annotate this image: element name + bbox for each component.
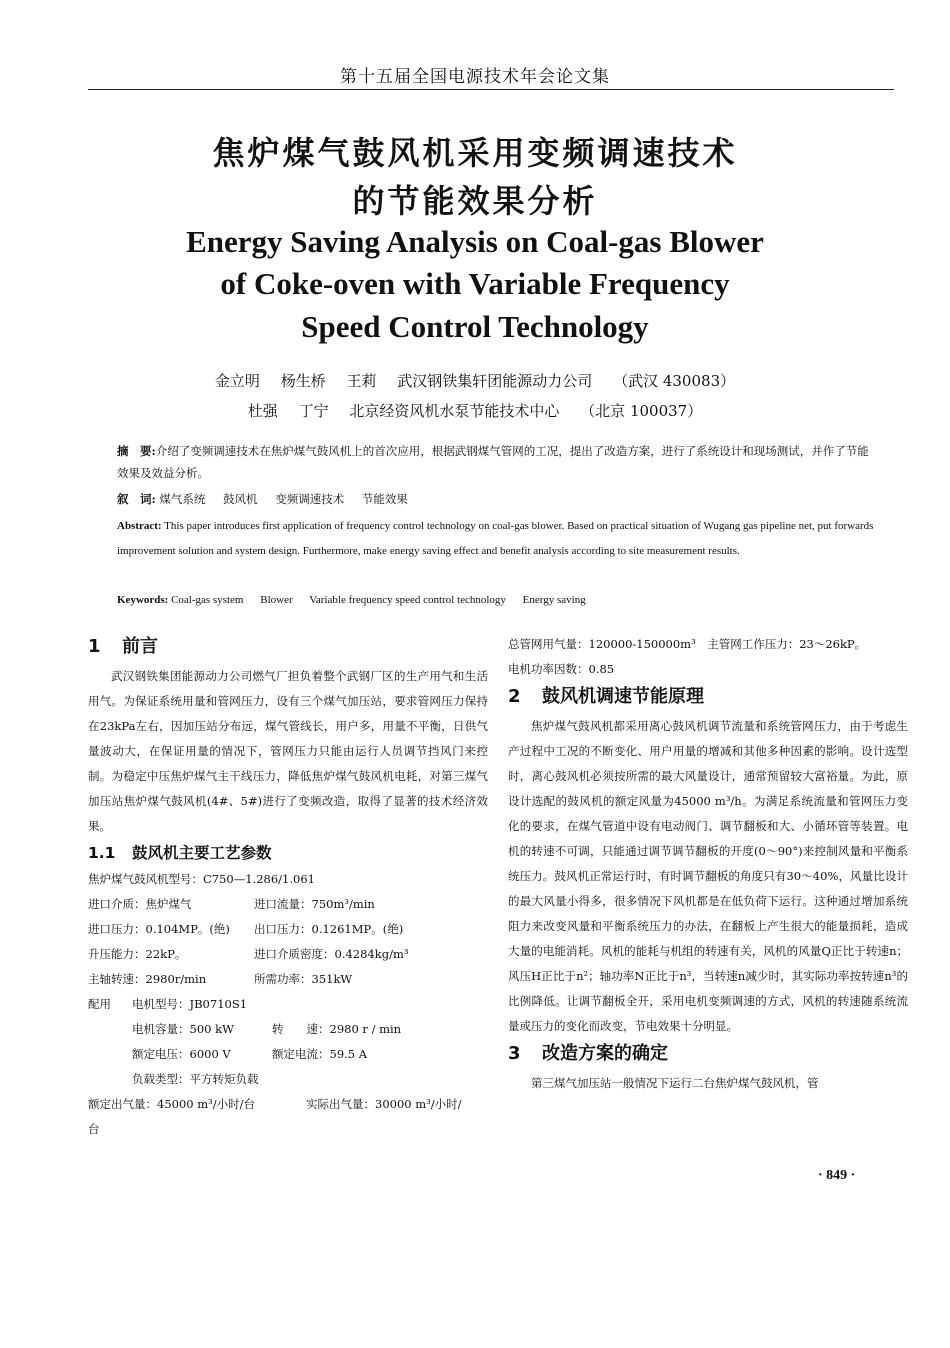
keywords-zh-label: 叙 词: [117, 492, 156, 506]
param-cell: 进口介质：焦炉煤气 [88, 897, 192, 911]
load-type: 负载类型：平方转矩负载 [132, 1072, 259, 1086]
section-1-heading [88, 632, 488, 662]
motor-row [88, 1042, 488, 1067]
param-cell: 出口压力：0.1261MP。(绝) [254, 922, 404, 936]
motor-label: 配用 [88, 997, 111, 1011]
chinese-title-line-2: 的节能效果分析 [352, 182, 598, 220]
param-cell: 额定电流：59.5 A [272, 1047, 368, 1061]
keyword: Blower [260, 594, 293, 606]
motor-row [88, 1017, 488, 1042]
author-line-2 [0, 400, 950, 421]
section-number: 2 [508, 686, 521, 707]
keyword: Coal-gas system [171, 594, 244, 606]
english-title-line-3: Speed Control Technology [301, 309, 649, 344]
chinese-title-line-1: 焦炉煤气鼓风机采用变频调速技术 [212, 134, 738, 172]
right-column [508, 632, 908, 1096]
section-title: 改造方案的确定 [542, 1043, 668, 1064]
section-1-paragraph: 武汉钢铁集团能源动力公司燃气厂担负着整个武钢厂区的生产用气和生活用气。为保证系统用量和管网压力，设有三个煤气加压站，要求管网压力保持在23kPa左右，因加压站分布远，煤气管线长，用户多，用量不平衡，日供气量波动大，在保证用量的情况下，管网压力只能由运行人员调节挡风门来控制。为稳定中压焦炉煤气主干线压力，降低焦炉煤气鼓风机电耗，对第三煤气加压站焦炉煤气鼓风机(4#、5#)进行了变频改造，取得了显著的技术经济效果。 [88, 669, 488, 833]
keywords-en-label: Keywords: [117, 594, 169, 606]
abstract-en-label: Abstract: [117, 520, 162, 532]
author-address: （北京 100037） [580, 402, 703, 420]
author-affiliation: 武汉钢铁集轩团能源动力公司 [397, 372, 593, 390]
power-factor: 电机功率因数：0.85 [508, 662, 615, 676]
section-3-heading [508, 1039, 908, 1069]
output-row [88, 1092, 488, 1117]
param-row [88, 917, 488, 942]
section-title: 鼓风机主要工艺参数 [132, 844, 272, 862]
rated-output: 额定出气量：45000 m³/小时/台 [88, 1097, 256, 1111]
abstract-zh-label: 摘 要: [117, 444, 156, 458]
author-name: 金立明 [214, 372, 260, 390]
keyword: 煤气系统 [159, 492, 206, 506]
author-name: 王莉 [346, 372, 377, 390]
param-row [88, 942, 488, 967]
section-1-1-heading [88, 839, 488, 867]
section-2-heading [508, 682, 908, 712]
section-number: 1 [88, 636, 101, 657]
actual-output: 实际出气量：30000 m³/小时/ [306, 1097, 462, 1111]
keywords-zh [117, 488, 875, 510]
abstract-zh-text: 介绍了变频调速技术在焦炉煤气鼓风机上的首次应用，根据武钢煤气管网的工况，提出了改造方案，进行了系统设计和现场测试，并作了节能效果及效益分析。 [117, 444, 869, 480]
keywords-en [117, 588, 875, 613]
section-3-paragraph: 第三煤气加压站一般情况下运行二台焦炉煤气鼓风机，管 [531, 1076, 819, 1090]
author-affiliation: 北京经资风机水泵节能技术中心 [349, 402, 560, 420]
left-column [88, 632, 488, 1142]
section-number: 1.1 [88, 844, 116, 862]
section-number: 3 [508, 1043, 521, 1064]
abstract-zh [117, 440, 875, 484]
keyword: 变频调速技术 [275, 492, 345, 506]
param-cell: 升压能力：22kP。 [88, 947, 187, 961]
keyword: Variable frequency speed control technology [309, 594, 506, 606]
author-address: （武汉 430083） [613, 372, 736, 390]
section-2-paragraph: 焦炉煤气鼓风机都采用离心鼓风机调节流量和系统管网压力，由于考虑生产过程中工况的不断变化、用户用量的增减和其他多种因素的影响。设计选型时，离心鼓风机必须按所需的最大风量设计，通常预留较大富裕量。为此，原设计选配的鼓风机的额定风量为45000 m³/h。为满足系统流量和管网压力变化的要求，在煤气管道中设有电动阀门、调节翻板和大、小循环管等装置。电机的转速不可调，只能通过调节调节翻板的开度(0～90°)来控制风量和平衡系统压力。鼓风机正常运行时，有时调节翻板的角度只有30～40%，风量比设计的最大风量小得多，很多情况下风机都是在低负荷下运行。这种通过增加系统阻力来改变风量和平衡系统压力的办法，在翻板上产生很大的能量损耗，造成大量的电能消耗。风机的能耗与机组的转速有关，风机的风量Q正比于转速n；风压H正比于n²；轴功率N正比于n³，当转速n减少时，其实际功率按转速n³的比例降低。让调节翻板全开，采用电机变频调速的方式，风机的转速随系统流量或压力的变化而改变，节电效果十分明显。 [508, 719, 908, 1033]
header-rule [88, 89, 894, 90]
keyword: Energy saving [522, 594, 586, 606]
blower-model: 焦炉煤气鼓风机型号：C750—1.286/1.061 [88, 872, 315, 886]
param-cell: 所需功率：351kW [254, 972, 353, 986]
author-name: 杨生桥 [280, 372, 326, 390]
english-title-line-2: of Coke-oven with Variable Frequency [220, 266, 730, 301]
motor-model-row [88, 992, 488, 1017]
section-title: 鼓风机调速节能原理 [542, 686, 704, 707]
page-number: · 849 · [818, 1168, 856, 1183]
keyword: 鼓风机 [223, 492, 258, 506]
output-unit-tail: 台 [88, 1122, 100, 1136]
param-cell: 额定电压：6000 V [132, 1047, 231, 1061]
section-title: 前言 [122, 636, 158, 657]
param-cell: 电机容量：500 kW [132, 1022, 234, 1036]
param-cell: 主轴转速：2980r/min [88, 972, 207, 986]
param-cell: 进口介质密度：0.4284kg/m³ [254, 947, 409, 961]
running-head: 第十五届全国电源技术年会论文集 [340, 67, 610, 87]
pipeline-parameters: 总管网用气量：120000-150000m³ 主管网工作压力：23～26kP。 [508, 637, 867, 651]
english-title-line-1: Energy Saving Analysis on Coal-gas Blower [186, 224, 764, 259]
param-cell: 进口压力：0.104MP。(绝) [88, 922, 230, 936]
param-row [88, 892, 488, 917]
abstract-en [117, 514, 875, 564]
motor-model: 电机型号：JB0710S1 [132, 997, 248, 1011]
abstract-en-text: This paper introduces first application of frequency control technology on coal-gas blower. Based on practical situation of Wugang gas pipeline net, put forwards improvement solution and system design. Furthermore, make energy saving effect and benefit analysis according to site measurement results. [117, 520, 874, 557]
author-line-1 [0, 370, 950, 391]
param-row [88, 967, 488, 992]
keyword: 节能效果 [361, 492, 408, 506]
author-name: 杜强 [247, 402, 278, 420]
author-name: 丁宁 [298, 402, 329, 420]
param-cell: 转 速：2980 r / min [272, 1022, 402, 1036]
param-cell: 进口流量：750m³/min [254, 897, 375, 911]
